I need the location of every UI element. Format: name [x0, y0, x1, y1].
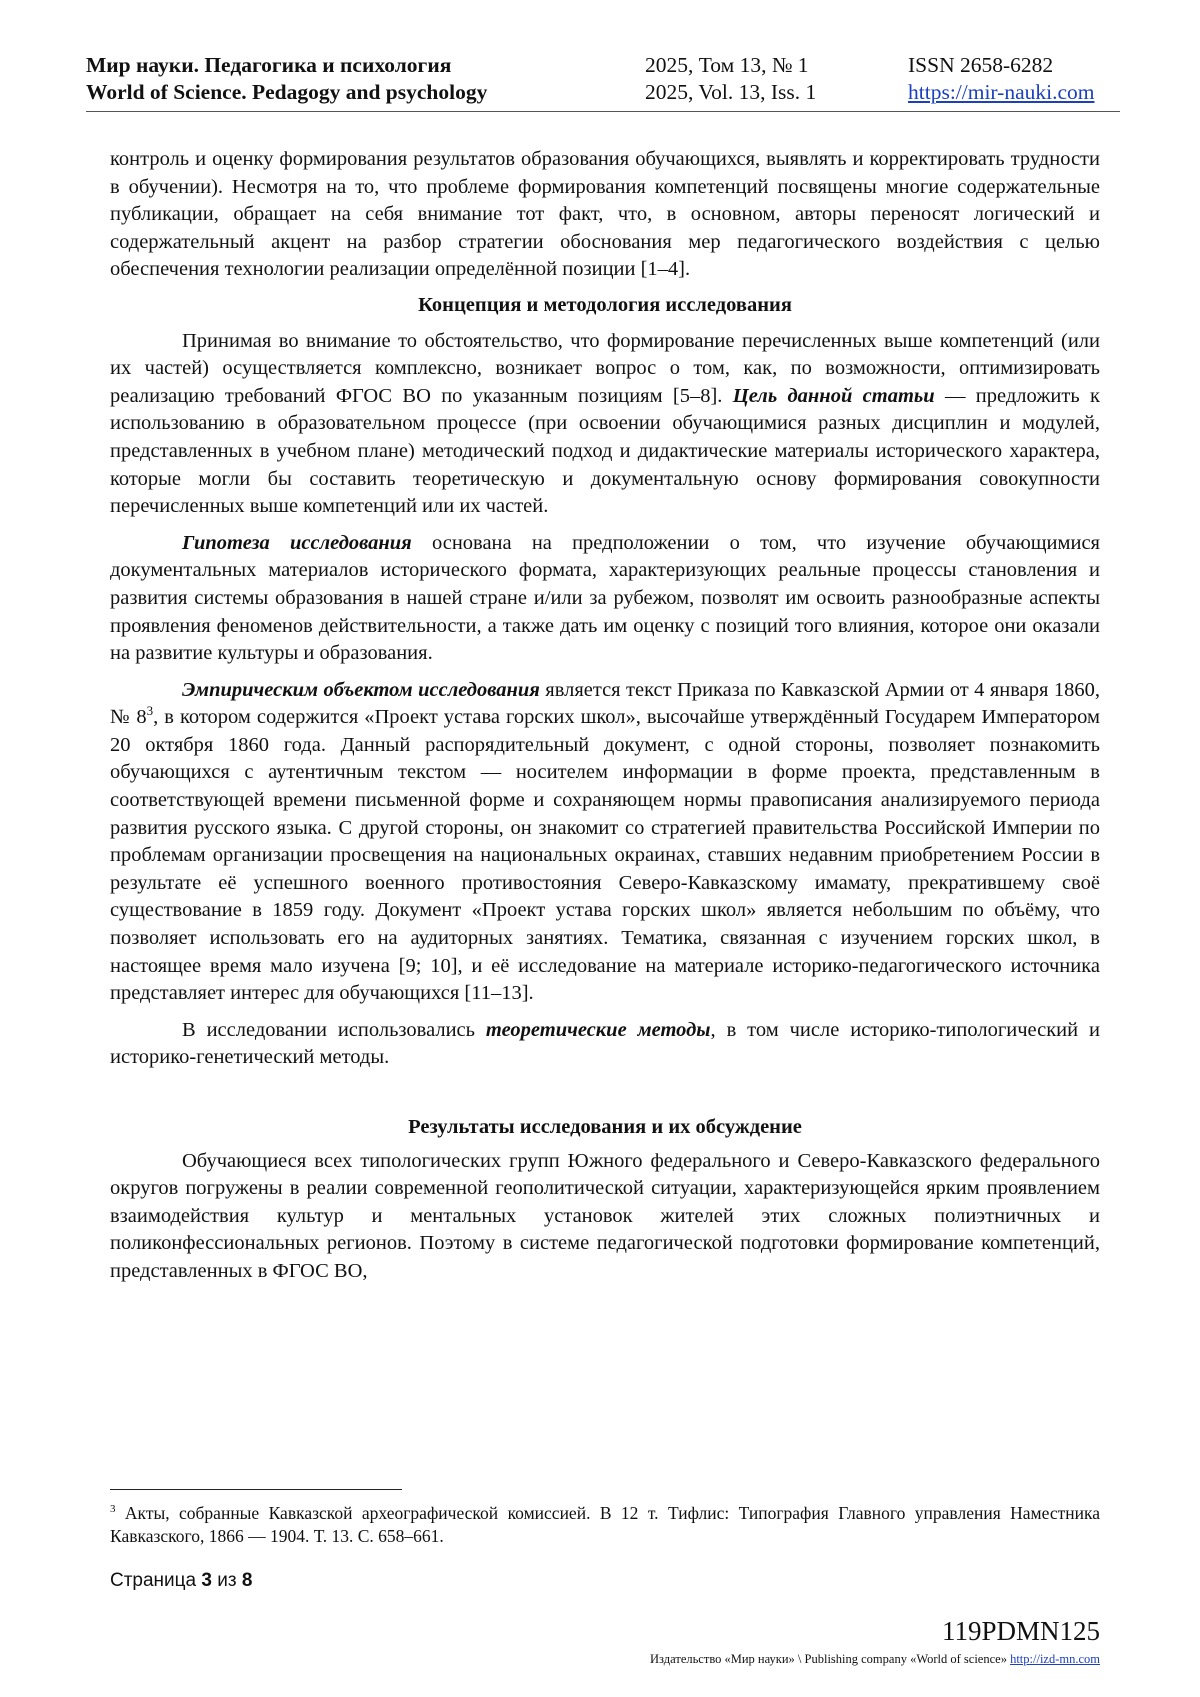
emphasis-empirical-object: Эмпирическим объектом исследования: [182, 678, 540, 701]
footnote: [110, 1502, 1100, 1548]
paragraph-hypothesis: Гипотеза исследования основана на предположении о том, что изучение обучающимися документальных материалов исторического формата, характеризующих реальные процессы становления и развития системы образования в нашей стране и/или за рубежом, позволят им освоить разнообразные аспекты проявления феноменов действительности, а также дать им оценку с позиций того влияния, которое они оказали на развитие культуры и образования.: [110, 531, 1100, 665]
emphasis-purpose: Цель данной статьи: [732, 384, 935, 407]
emphasis-methods: теоретические методы: [485, 1018, 711, 1041]
page-total: 8: [241, 1570, 253, 1591]
page-current: 3: [201, 1570, 212, 1591]
journal-url-link[interactable]: https://mir-nauki.com: [908, 80, 1095, 104]
paragraph-continued: контроль и оценку формирования результатов образования обучающихся, выявлять и корректировать трудности в обучении). Несмотря на то, что проблеме формирования компетенций посвящены многие содержательные публикации, обращает на себя внимание тот факт, что, в основном, авторы переносят логический и содержательный акцент на разбор стратегии обоснования мер педагогического воздействия с целью обеспечения технологии реализации определённой позиции [1–4].: [110, 148, 1100, 281]
journal-title-ru: Мир науки. Педагогика и психология: [86, 53, 452, 77]
page-number: Страница 3 из 8: [110, 1570, 253, 1591]
issn: ISSN 2658-6282: [908, 53, 1054, 77]
paragraph-methods: В исследовании использовались теоретические методы, в том числе историко-типологический и историко-генетический методы.: [110, 1018, 1101, 1069]
header-divider: [86, 111, 1120, 112]
issue-info-en: 2025, Vol. 13, Iss. 1: [645, 80, 817, 104]
footnote-ref[interactable]: 3: [146, 703, 154, 719]
article-code: 119PDMN125: [941, 1616, 1100, 1646]
paragraph-empirical-object: Эмпирическим объектом исследования является текст Приказа по Кавказской Армии от 4 января 1860, № $8^3$, в котором содержится «Проект устава горских школ», высочайше утверждённый Государем Императором 20 октября 1860 года. Данный распорядительный документ, с одной стороны, позволяет познакомить обучающихся с аутентичным текстом — носителем информации в форме проекта, представленным в соответствующей времени письменной форме и сохраняющем нормы правописания анализируемого периода развития русского языка. С другой стороны, он знакомит со стратегией правительства Российской Империи по проблемам организации просвещения на национальных окраинах, ставших недавним приобретением России в результате её успешного военного противостояния Северо-Кавказскому имамату, прекратившему своё существование в 1859 году. Документ «Проект устава горских школ» является небольшим по объёму, что позволяет использовать его на аудиторных занятиях. Тематика, связанная с изучением горских школ, в настоящее время мало изучена [9; 10], и её исследование на материале историко-педагогического источника представляет интерес для обучающихся [11–13].: [110, 678, 1101, 1005]
journal-title-en: World of Science. Pedagogy and psychology: [86, 80, 488, 104]
issue-info-ru: 2025, Том 13, № 1: [645, 53, 809, 77]
issue-info: [645, 52, 816, 106]
footnote-text: Акты, собранные Кавказской археографической комиссией. В 12 т. Тифлис: Типография Главного управления Наместника Кавказского, 1866 — 1904. Т. 13. С. 658–661.: [110, 1503, 1100, 1546]
issn-block: [908, 52, 1094, 106]
footnote-mark: 3: [110, 1503, 116, 1516]
page-header: [86, 52, 1120, 110]
publisher-line: [650, 1652, 1100, 1667]
paragraph-purpose: Принимая во внимание то обстоятельство, что формирование перечисленных выше компетенций (или их частей) осуществляется комплексно, возникает вопрос о том, как, по возможности, оптимизировать реализацию требований ФГОС ВО по указанным позициям [5–8]. Цель данной статьи — предложить к использованию в образовательном процессе (при освоении обучающимися разных дисциплин и модулей, представленных в учебном плане) методический подход и дидактические материалы исторического характера, которые могли бы составить теоретическую и документальную основу формирования совокупности перечисленных выше компетенций или их частей.: [110, 329, 1100, 518]
section-heading-results: Результаты исследования и их обсуждение: [408, 1116, 802, 1138]
publisher-text: Издательство «Мир науки» \ Publishing company «World of science»: [650, 1652, 1011, 1666]
section-heading-concept: Концепция и методология исследования: [418, 293, 792, 316]
article-body: [110, 146, 1100, 1286]
footnote-divider: [110, 1489, 402, 1490]
journal-title: [86, 52, 487, 106]
emphasis-hypothesis: Гипотеза исследования: [182, 531, 412, 554]
publisher-link[interactable]: http://izd-mn.com: [1010, 1652, 1100, 1666]
paragraph-results: Обучающиеся всех типологических групп Южного федерального и Северо-Кавказского федерального округов погружены в реалии современной геополитической ситуации, характеризующейся ярким проявлением взаимодействия культур и ментальных установок жителей этих сложных полиэтничных и поликонфессиональных регионов. Поэтому в системе педагогической подготовки формирование компетенций, представленных в ФГОС ВО,: [110, 1149, 1100, 1282]
